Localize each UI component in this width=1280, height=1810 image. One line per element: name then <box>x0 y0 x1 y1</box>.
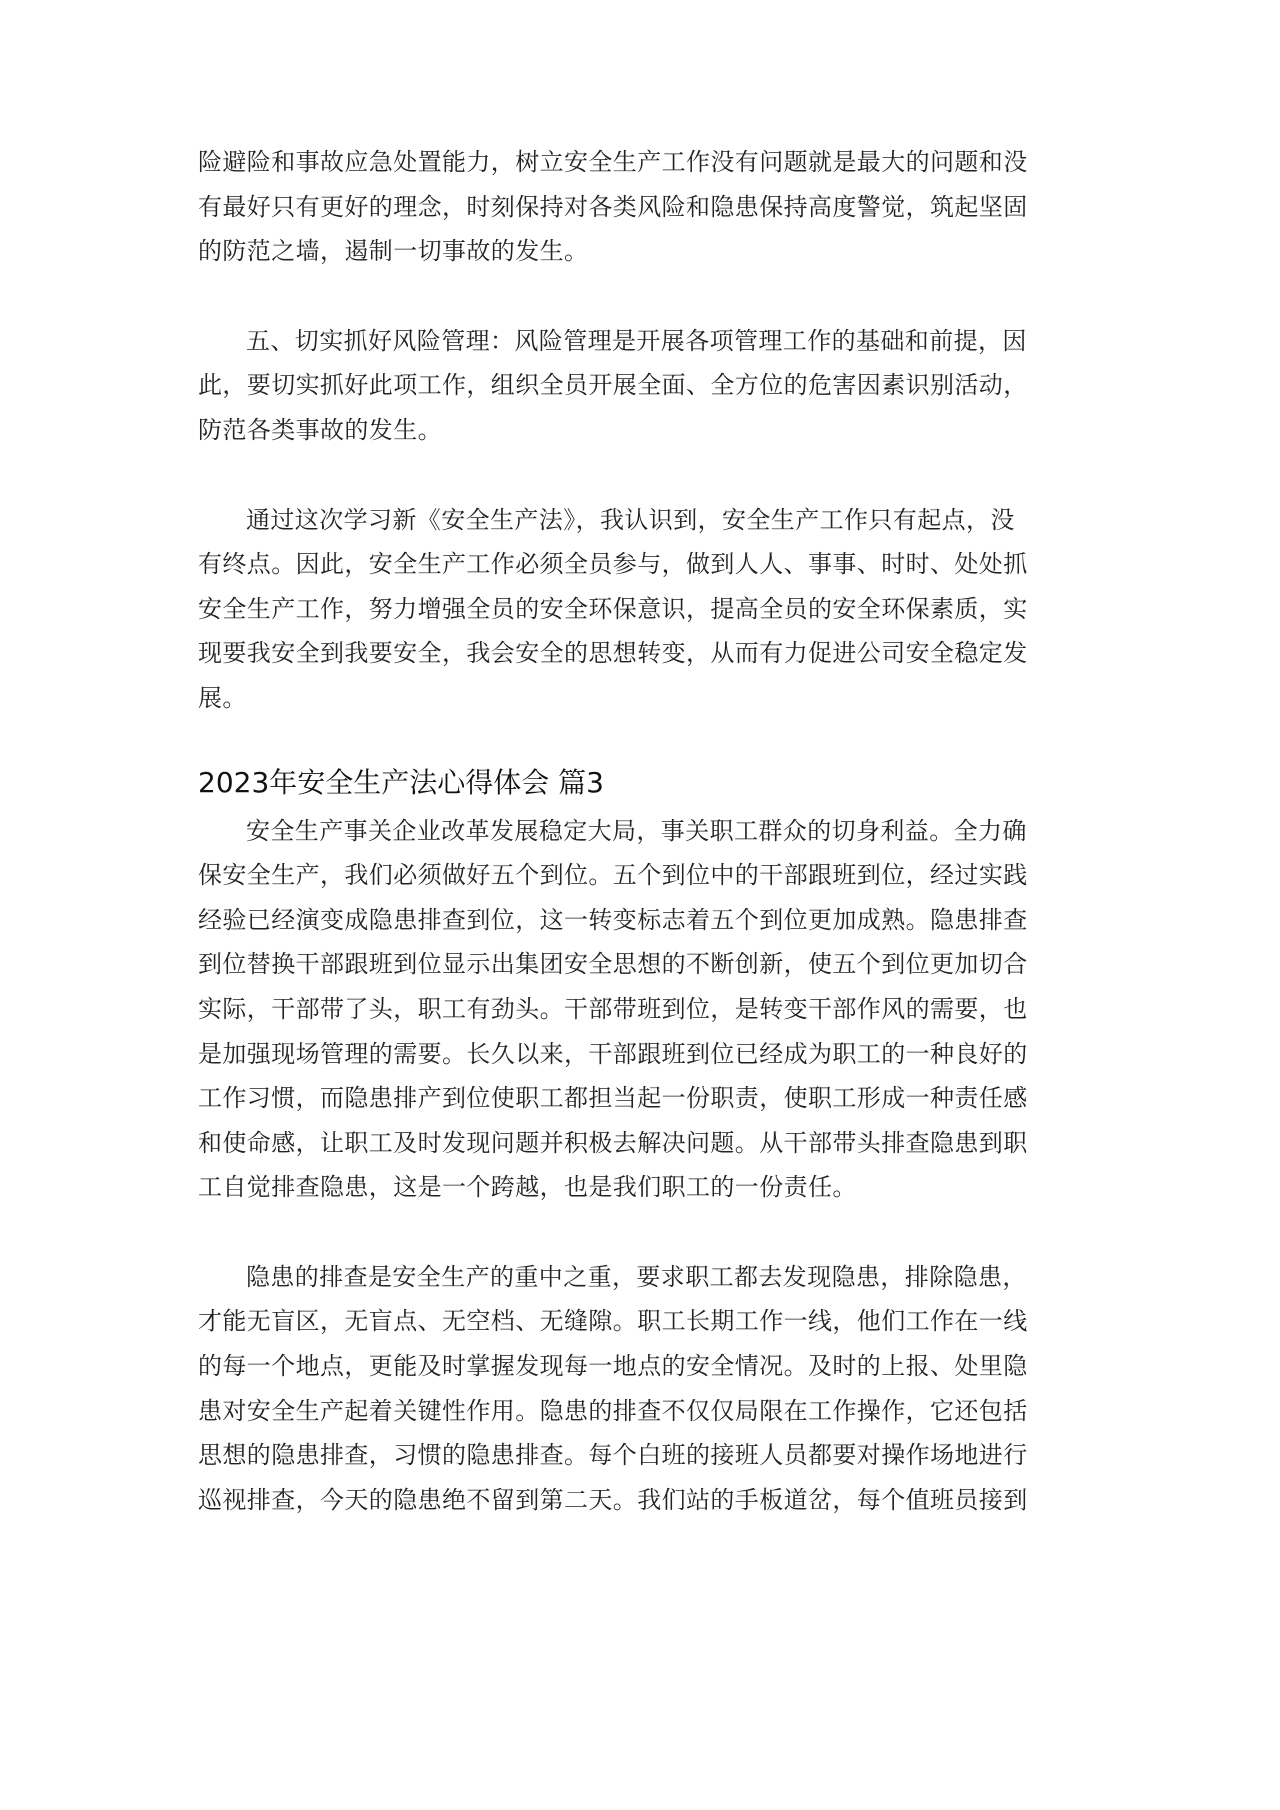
text-line: 保安全生产，我们必须做好五个到位。五个到位中的干部跟班到位，经过实践 <box>198 861 1028 890</box>
text-line: 的防范之墙，遏制一切事故的发生。 <box>198 237 589 266</box>
text-line: 是加强现场管理的需要。长久以来，干部跟班到位已经成为职工的一种良好的 <box>198 1039 1028 1068</box>
text-line: 患对安全生产起着关键性作用。隐患的排查不仅仅局限在工作操作，它还包括 <box>198 1396 1028 1425</box>
text-line: 有终点。因此，安全生产工作必须全员参与，做到人人、事事、时时、处处抓 <box>198 550 1028 579</box>
text-line: 工自觉排查隐患，这是一个跨越，也是我们职工的一份责任。 <box>198 1173 857 1202</box>
text-line: 现要我安全到我要安全，我会安全的思想转变，从而有力促进公司安全稳定发 <box>198 639 1028 668</box>
text-line: 有最好只有更好的理念，时刻保持对各类风险和隐患保持高度警觉，筑起坚固 <box>198 192 1028 221</box>
text-line: 工作习惯，而隐患排产到位使职工都担当起一份职责，使职工形成一种责任感 <box>198 1084 1028 1113</box>
text-line: 和使命感，让职工及时发现问题并积极去解决问题。从干部带头排查隐患到职 <box>198 1128 1028 1157</box>
paragraph-2 <box>198 319 1082 453</box>
paragraph-1 <box>198 140 1082 274</box>
paragraph-4 <box>198 809 1082 1210</box>
paragraph-5 <box>198 1255 1082 1523</box>
text-line: 才能无盲区，无盲点、无空档、无缝隙。职工长期工作一线，他们工作在一线 <box>198 1307 1028 1336</box>
text-line: 经验已经演变成隐患排查到位，这一转变标志着五个到位更加成熟。隐患排查 <box>198 905 1028 934</box>
text-line: 隐患的排查是安全生产的重中之重，要求职工都去发现隐患，排除隐患， <box>246 1262 1027 1291</box>
section-heading: 2023年安全生产法心得体会 篇3 <box>198 765 604 799</box>
text-line: 展。 <box>198 683 247 712</box>
text-line: 安全生产工作，努力增强全员的安全环保意识，提高全员的安全环保素质，实 <box>198 594 1028 623</box>
text-line: 思想的隐患排查，习惯的隐患排查。每个白班的接班人员都要对操作场地进行 <box>198 1441 1028 1470</box>
text-line: 险避险和事故应急处置能力，树立安全生产工作没有问题就是最大的问题和没 <box>198 148 1028 176</box>
text-line: 防范各类事故的发生。 <box>198 415 442 444</box>
document-body <box>198 140 1082 1522</box>
paragraph-3 <box>198 498 1082 721</box>
text-line: 五、切实抓好风险管理：风险管理是开展各项管理工作的基础和前提，因 <box>246 326 1027 355</box>
text-line: 通过这次学习新《安全生产法》，我认识到，安全生产工作只有起点，没 <box>246 505 1015 534</box>
text-line: 巡视排查，今天的隐患绝不留到第二天。我们站的手板道岔，每个值班员接到 <box>198 1485 1028 1514</box>
text-line: 此，要切实抓好此项工作，组织全员开展全面、全方位的危害因素识别活动， <box>198 371 1028 400</box>
text-line: 实际，干部带了头，职工有劲头。干部带班到位，是转变干部作风的需要，也 <box>198 994 1028 1023</box>
text-line: 安全生产事关企业改革发展稳定大局，事关职工群众的切身利益。全力确 <box>246 816 1027 845</box>
text-line: 到位替换干部跟班到位显示出集团安全思想的不断创新，使五个到位更加切合 <box>198 950 1028 979</box>
text-line: 的每一个地点，更能及时掌握发现每一地点的安全情况。及时的上报、处里隐 <box>198 1352 1028 1381</box>
